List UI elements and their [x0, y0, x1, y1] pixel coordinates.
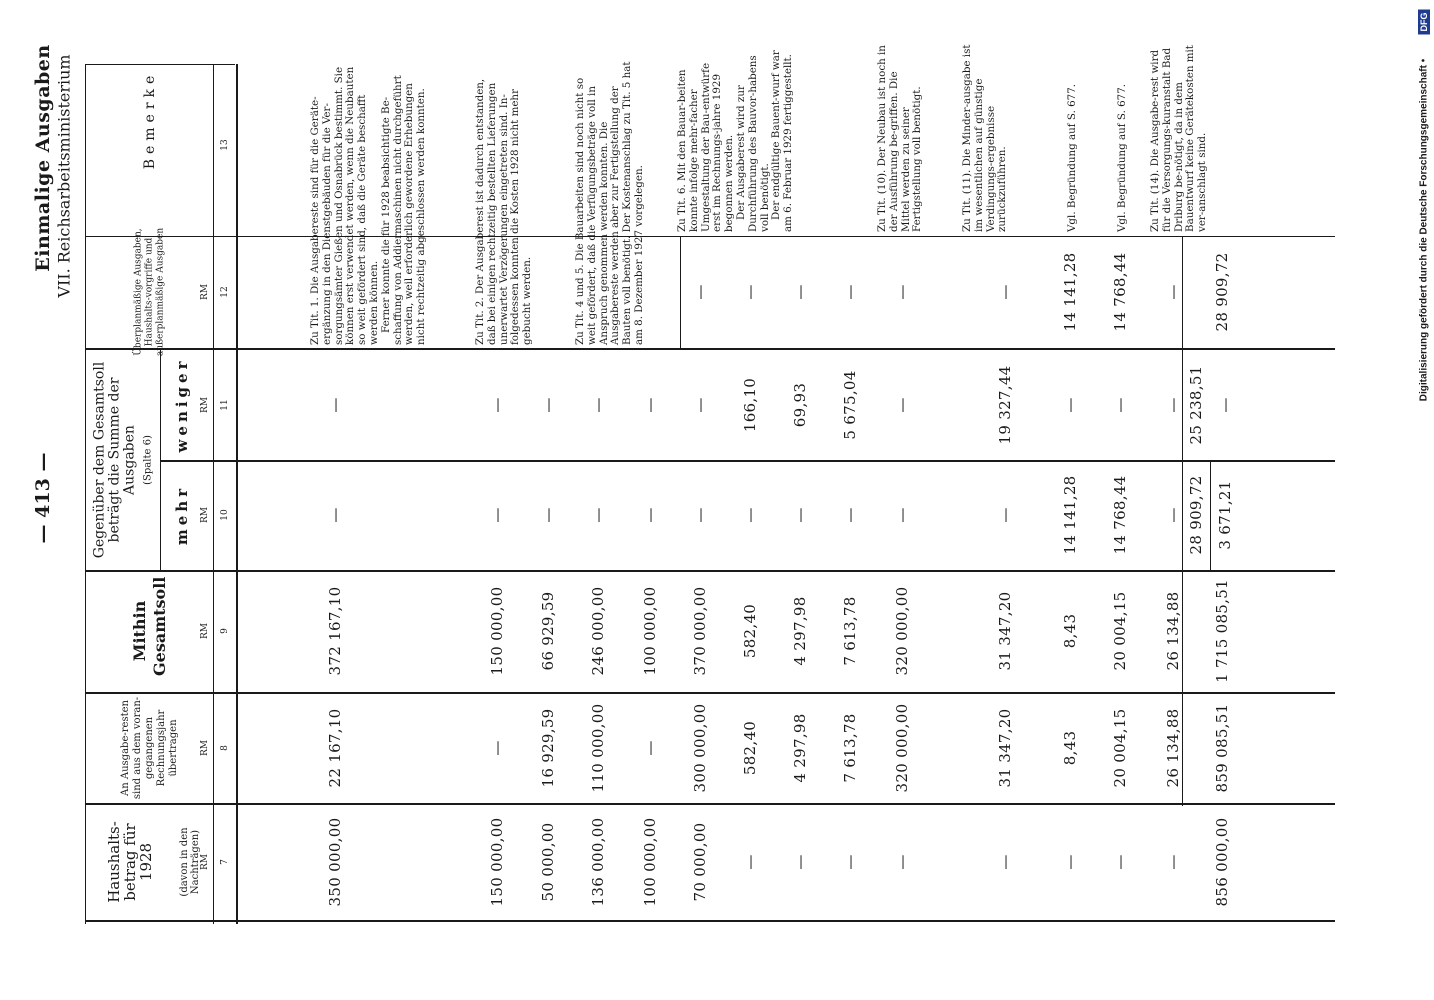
note-tit-1: Zu Tit. 1. Die Ausgabereste sind für die Geräte-ergänzung in den Dienstgebäuden für die Ver-sorgungsämter Gießen und Osnabrück bestimmt. Sie können erst verwendet werden, wenn die Neubauten so weit gefördert sind, daß die Geräte beschafft werden können. Ferner konnte die für 1928 beabsichtigte Be-schaffung von Addiermaschinen nicht durchgeführt werden, weil erforderlich gewordene Erhebungen nicht rechtzeitig abgeschlossen werden konnten.	[309, 66, 428, 345]
cell-c10: —	[893, 507, 911, 523]
unit-c7: RM	[200, 854, 210, 870]
unit-c12: RM	[200, 284, 210, 300]
cell-c10: —	[641, 507, 659, 523]
colnum-10: 10	[220, 509, 230, 521]
cell-c8: 31 347,20	[996, 708, 1014, 788]
cell-c8: 22 167,10	[326, 708, 344, 788]
cell-c11: —	[893, 397, 911, 413]
total-c11-b: —	[1216, 397, 1234, 413]
cell-c8: 582,40	[741, 720, 759, 776]
col-rule-11-10	[160, 460, 1335, 462]
col-rule-bottom	[85, 920, 1335, 922]
cell-c8: 20 004,15	[1111, 708, 1129, 788]
total-c12: 28 909,72	[1213, 252, 1231, 332]
total-c11-a: 25 238,51	[1187, 365, 1205, 445]
col10-11-subheader: (Spalte 6)	[142, 435, 154, 485]
cell-c7: —	[893, 854, 911, 870]
cell-c9: 150 000,00	[488, 586, 506, 676]
cell-c9: 26 134,88	[1164, 591, 1182, 671]
cell-c9: 320 000,00	[893, 586, 911, 676]
cell-c9: 31 347,20	[996, 591, 1014, 671]
cell-c12: 14 768,44	[1111, 252, 1129, 332]
table-top-rule	[85, 64, 235, 65]
side-credit: Digitalisierung gefördert durch die Deutsche Forschungsgemeinschaft •	[1418, 58, 1430, 402]
col11-header: weniger	[173, 357, 191, 453]
cell-c10: —	[996, 507, 1014, 523]
cell-c11: —	[589, 397, 607, 413]
unit-c11: RM	[200, 397, 210, 413]
cell-c7: —	[791, 854, 809, 870]
note-tit-14: Zu Tit. (14). Die Ausgabe-rest wird für die Versorgungs-kuranstalt Bad Driburg be-nötigt, da in dem Bauentwurf keine Gerätekosten mit ver-anschlagt sind.	[1149, 45, 1209, 232]
cell-c7: 350 000,00	[326, 817, 344, 907]
col10-header: mehr	[173, 484, 191, 546]
cell-c11: —	[1111, 397, 1129, 413]
cell-c9: 7 613,78	[841, 596, 859, 666]
cell-c7: —	[1111, 854, 1129, 870]
total-c9: 1 715 085,51	[1213, 579, 1231, 683]
cell-c8: 16 929,59	[539, 708, 557, 788]
total-c8: 859 085,51	[1213, 703, 1231, 793]
cell-c9: 370 000,00	[691, 586, 709, 676]
cell-c9: 4 297,98	[791, 596, 809, 666]
cell-c7: —	[841, 854, 859, 870]
colnum-8: 8	[220, 745, 230, 751]
cell-c9: 20 004,15	[1111, 591, 1129, 671]
unit-row-rule	[213, 64, 214, 924]
unit-c10: RM	[200, 507, 210, 523]
cell-c11: —	[1061, 397, 1079, 413]
cell-c9: 100 000,00	[641, 586, 659, 676]
cell-c7: 150 000,00	[488, 817, 506, 907]
total-c10-b: 3 671,21	[1216, 480, 1234, 550]
colnum-12: 12	[220, 286, 230, 298]
cell-c10: 14 768,44	[1111, 475, 1129, 555]
cell-c7: 100 000,00	[641, 817, 659, 907]
cell-c11: —	[691, 397, 709, 413]
cell-c11: 19 327,44	[996, 365, 1014, 445]
totals-separator	[1182, 236, 1183, 806]
total-c7: 856 000,00	[1213, 817, 1231, 907]
colnum-9: 9	[220, 628, 230, 634]
col10-11-header: Gegenüber dem Gesamtsoll beträgt die Summe der Ausgaben	[91, 361, 138, 559]
colnum-11: 11	[220, 399, 230, 411]
c12-inner-rule	[680, 236, 681, 348]
section-title: Einmalige Ausgaben	[32, 44, 54, 272]
dfg-logo: DFG	[1418, 10, 1430, 35]
col7-subheader: (davon in den Nachträgen)	[179, 827, 201, 897]
note-tit-4-5: Zu Tit. 4 und 5. Die Bauarbeiten sind noch nicht so weit gefördert, daß die Verfügungsbeträge voll in Anspruch genommen werden konnten. Die Ausgabereste werden aber zur Fertigstellung der Bauten voll benötigt. Der Kostenanschlag zu Tit. 5 hat am 8. Dezember 1927 vorgelegen.	[574, 61, 645, 345]
col-rule-12-11	[85, 348, 1335, 350]
cell-c10: —	[589, 507, 607, 523]
cell-c12: 14 141,28	[1061, 252, 1079, 332]
col12-header: Überplanmäßige Ausgaben, Haushalts-vorgriffe und außerplanmäßige Ausgaben	[133, 227, 166, 357]
cell-c8: —	[488, 740, 506, 756]
cell-c10: —	[841, 507, 859, 523]
cell-c8: 110 000,00	[589, 703, 607, 793]
totals-split-line	[1210, 462, 1211, 570]
cell-c10: —	[488, 507, 506, 523]
col8-header: An Ausgabe-resten sind aus dem voran-gegangenen Rechnungsjahr übertragen	[120, 696, 179, 800]
cell-c11: —	[1164, 397, 1182, 413]
cell-c9: 66 929,59	[539, 591, 557, 671]
page-number: — 413 —	[32, 452, 54, 544]
cell-c10: —	[326, 507, 344, 523]
cell-c9: 246 000,00	[589, 586, 607, 676]
note-ref-2: Vgl. Begründung auf S. 677.	[1116, 83, 1128, 232]
cell-c10: 14 141,28	[1061, 475, 1079, 555]
col-rule-10-9	[85, 570, 1335, 572]
cell-c7: —	[1164, 854, 1182, 870]
cell-c8: 4 297,98	[791, 713, 809, 783]
cell-c11: —	[488, 397, 506, 413]
col13-header: Bemerke	[142, 70, 158, 170]
colnum-13: 13	[220, 139, 230, 151]
cell-c7: 136 000,00	[589, 817, 607, 907]
unit-c9: RM	[200, 623, 210, 639]
cell-c12: —	[841, 284, 859, 300]
col7-header: Haushalts-betrag für 1928	[105, 821, 155, 903]
cell-c11: —	[539, 397, 557, 413]
cell-c11: 5 675,04	[841, 370, 859, 440]
cell-c8: 7 613,78	[841, 713, 859, 783]
note-tit-11: Zu Tit. (11). Die Minder-ausgabe ist im wesentlichen auf günstige Verdingungs-ergebnisse zurückzuführen.	[961, 44, 1009, 232]
cell-c7: —	[741, 854, 759, 870]
cell-c11: 166,10	[741, 377, 759, 433]
col9-header: Mithin Gesamtsoll	[130, 576, 169, 676]
cell-c12: —	[741, 284, 759, 300]
note-tit-6: Zu Tit. 6. Mit den Bauar-beiten konnte infolge mehr-facher Umgestaltung der Bau-entwürfe erst im Rechnungs-jahre 1929 begonnen werden. Der Ausgaberest wird zur Durchführung des Bauvor-habens voll benötigt. Der endgültige Bauent-wurf war am 6. Februar 1929 fertiggestellt.	[676, 50, 795, 232]
colnum-7: 7	[220, 859, 230, 865]
unit-c8: RM	[200, 740, 210, 756]
cell-c11: 69,93	[791, 382, 809, 428]
cell-c7: 70 000,00	[691, 822, 709, 902]
cell-c7: —	[996, 854, 1014, 870]
cell-c12: —	[1164, 284, 1182, 300]
note-tit-2: Zu Tit. 2. Der Ausgaberest ist dadurch entstanden, daß bei einigen rechtzeitig bestellten Lieferungen unerwartet Verzögerungen eingetreten sind. In-folgedessen konnten die Kosten 1928 nicht mehr gebucht werden.	[474, 78, 534, 345]
ministry-title: VII. Reichsarbeitsministerium	[54, 54, 74, 298]
col-rule-8-7	[85, 803, 1335, 805]
cell-c12: —	[691, 284, 709, 300]
note-ref-1: Vgl. Begründung auf S. 677.	[1066, 83, 1078, 232]
cell-c8: 8,43	[1061, 730, 1079, 766]
col-rule-9-8	[85, 692, 1335, 694]
cell-c11: —	[641, 397, 659, 413]
cell-c8: 300 000,00	[691, 703, 709, 793]
header-left-rule	[85, 64, 86, 924]
cell-c12: —	[791, 284, 809, 300]
cell-c10: —	[539, 507, 557, 523]
cell-c12: —	[996, 284, 1014, 300]
note-tit-10: Zu Tit. (10). Der Neubau ist noch in der Ausführung be-griffen. Die Mittel werden zu seiner Fertigstellung voll benötigt.	[876, 45, 924, 232]
cell-c8: 320 000,00	[893, 703, 911, 793]
cell-c7: 50 000,00	[539, 822, 557, 902]
cell-c10: —	[691, 507, 709, 523]
col-rule-13-12	[85, 236, 1335, 237]
cell-c9: 8,43	[1061, 613, 1079, 649]
mehr-weniger-split	[160, 350, 161, 570]
cell-c7: —	[1061, 854, 1079, 870]
total-c10-a: 28 909,72	[1187, 475, 1205, 555]
cell-c10: —	[741, 507, 759, 523]
cell-c9: 582,40	[741, 603, 759, 659]
cell-c10: —	[791, 507, 809, 523]
cell-c9: 372 167,10	[326, 586, 344, 676]
cell-c11: —	[326, 397, 344, 413]
cell-c12: —	[893, 284, 911, 300]
header-body-separator	[236, 64, 238, 924]
cell-c8: 26 134,88	[1164, 708, 1182, 788]
cell-c8: —	[641, 740, 659, 756]
cell-c10: —	[1164, 507, 1182, 523]
